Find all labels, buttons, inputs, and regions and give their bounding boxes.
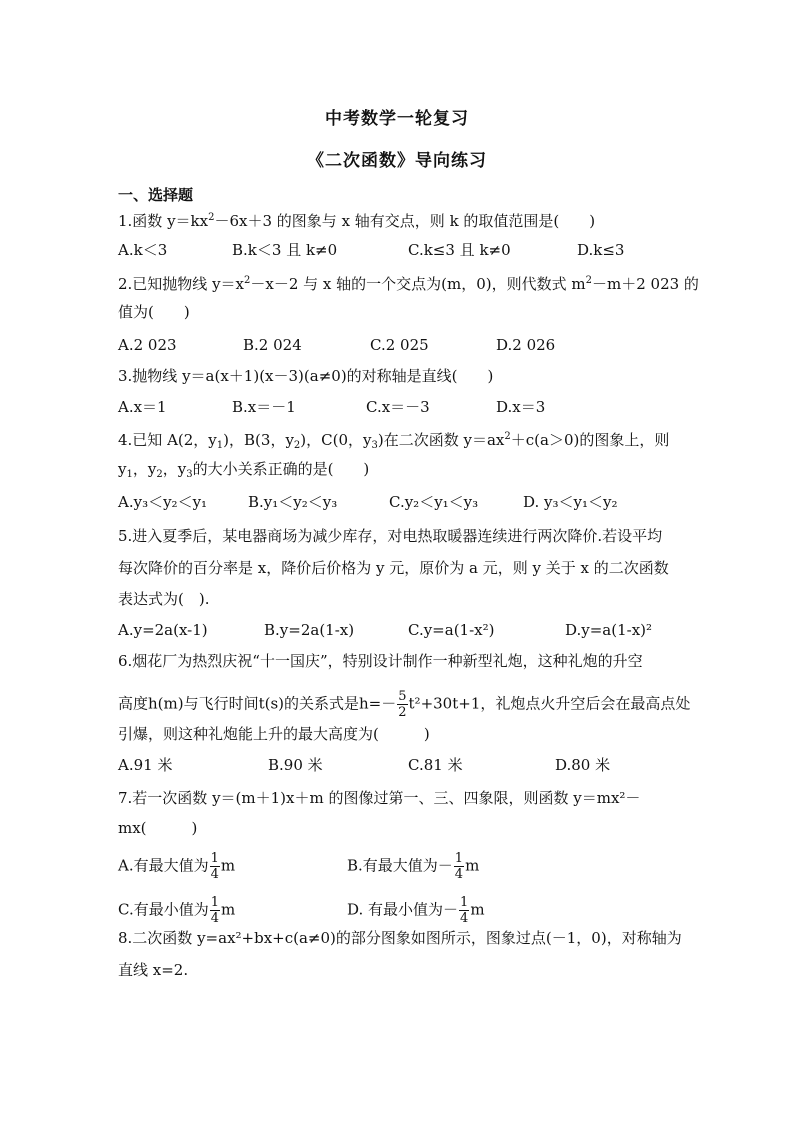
question-4-stem-line-1: 4.已知 A(2，$y_1$)，B(3，$y_2$)，C(0，$y_3$)在二次函数 $y=ax^2+c(a>0)$的图象上，则 — [118, 431, 670, 451]
question-8-stem-line-2: 直线 x=2. — [118, 961, 189, 979]
question-1-option-b: B.k＜3 且 k≠0 — [232, 241, 338, 259]
document-subtitle: 《二次函数》导向练习 — [307, 151, 487, 171]
question-1-option-c: C.k≤3 且 k≠0 — [408, 241, 511, 259]
question-3-stem: 3.抛物线 y＝a(x＋1)(x－3)(a≠0)的对称轴是直线( ) — [118, 367, 494, 385]
question-6-option-b: B.90 米 — [268, 756, 323, 774]
question-6-stem-line-2: 高度h(m)与飞行时间t(s)的关系式是h=－ $\frac{5}{2}$ t²+30t+1，礼炮点火升空后会在最高点处 — [118, 689, 691, 720]
question-5-stem-line-2: 每次降价的百分率是 x，降价后价格为 y 元，原价为 a 元，则 y 关于 x 的二次函数 — [118, 559, 669, 577]
question-2-option-d: D.2 026 — [496, 336, 556, 354]
question-6-option-a: A.91 米 — [118, 756, 173, 774]
section-heading: 一、选择题 — [118, 186, 194, 204]
question-4-option-b: B.y₁＜y₂＜y₃ — [248, 493, 338, 511]
question-5-stem-line-1: 5.进入夏季后，某电器商场为减少库存，对电热取暖器连续进行两次降价.若设平均 — [118, 527, 663, 545]
question-6-stem-line-3: 引爆，则这种礼炮能上升的最大高度为( ) — [118, 725, 430, 743]
question-2-stem-line-2: 值为( ) — [118, 303, 190, 321]
question-4-option-c: C.y₂＜y₁＜y₃ — [389, 493, 479, 511]
question-3-option-a: A.x＝1 — [118, 398, 167, 416]
fraction-one-quarter: $\frac{1}{4}$ — [210, 895, 219, 926]
question-3-option-b: B.x＝－1 — [232, 398, 296, 416]
question-7-option-d: D. 有最小值为－ $\frac{1}{4}$ m — [347, 895, 485, 926]
question-5-option-d: D.y=a(1-x)² — [565, 621, 653, 639]
fraction-five-halves: $\frac{5}{2}$ — [398, 689, 407, 720]
question-3-option-c: C.x＝－3 — [366, 398, 430, 416]
question-6-stem-line-1: 6.烟花厂为热烈庆祝“十一国庆”，特别设计制作一种新型礼炮，这种礼炮的升空 — [118, 652, 643, 670]
fraction-one-quarter: $\frac{1}{4}$ — [210, 851, 219, 882]
question-6-option-c: C.81 米 — [408, 756, 463, 774]
question-4-option-d: D. y₃＜y₁＜y₂ — [523, 493, 618, 511]
question-7-option-c: C.有最小值为 $\frac{1}{4}$ m — [118, 895, 236, 926]
question-2-option-b: B.2 024 — [243, 336, 302, 354]
question-5-option-c: C.y=a(1-x²) — [408, 621, 495, 639]
question-7-stem-line-1: 7.若一次函数 y＝(m＋1)x＋m 的图像过第一、三、四象限，则函数 y＝mx²－ — [118, 789, 641, 807]
question-4-option-a: A.y₃＜y₂＜y₁ — [118, 493, 208, 511]
document-title: 中考数学一轮复习 — [325, 109, 469, 129]
question-1-stem: 1.函数 $y=kx^2-6x+3$ 的图象与 x 轴有交点，则 k 的取值范围是( ) — [118, 212, 596, 230]
fraction-one-quarter: $\frac{1}{4}$ — [454, 851, 464, 882]
question-1-option-d: D.k≤3 — [577, 241, 625, 259]
question-6-option-d: D.80 米 — [555, 756, 611, 774]
question-5-option-a: A.y=2a(x-1) — [118, 621, 208, 639]
question-5-option-b: B.y=2a(1-x) — [264, 621, 355, 639]
question-3-option-d: D.x＝3 — [496, 398, 546, 416]
question-2-stem-line-1: 2.已知抛物线 $y=x^2-x-2$ 与 x 轴的一个交点为(m，0)，则代数式 $m^2-m+2$ 023 的 — [118, 275, 699, 293]
fraction-one-quarter: $\frac{1}{4}$ — [460, 895, 469, 926]
question-7-stem-line-2: mx( ) — [118, 819, 198, 837]
question-2-option-a: A.2 023 — [118, 336, 177, 354]
question-8-stem-line-1: 8.二次函数 y=ax²+bx+c(a≠0)的部分图象如图所示，图象过点(－1，0)，对称轴为 — [118, 929, 682, 947]
question-7-option-a: A.有最大值为 $\frac{1}{4}$ m — [118, 851, 236, 882]
question-1-option-a: A.k＜3 — [118, 241, 168, 259]
question-4-stem-line-2: $y_1$，$y_2$，$y_3$的大小关系正确的是( ) — [118, 460, 370, 480]
question-5-stem-line-3: 表达式为( ). — [118, 590, 210, 608]
question-7-option-b: B.有最大值为－ $\frac{1}{4}$ m — [347, 851, 480, 882]
question-2-option-c: C.2 025 — [370, 336, 429, 354]
